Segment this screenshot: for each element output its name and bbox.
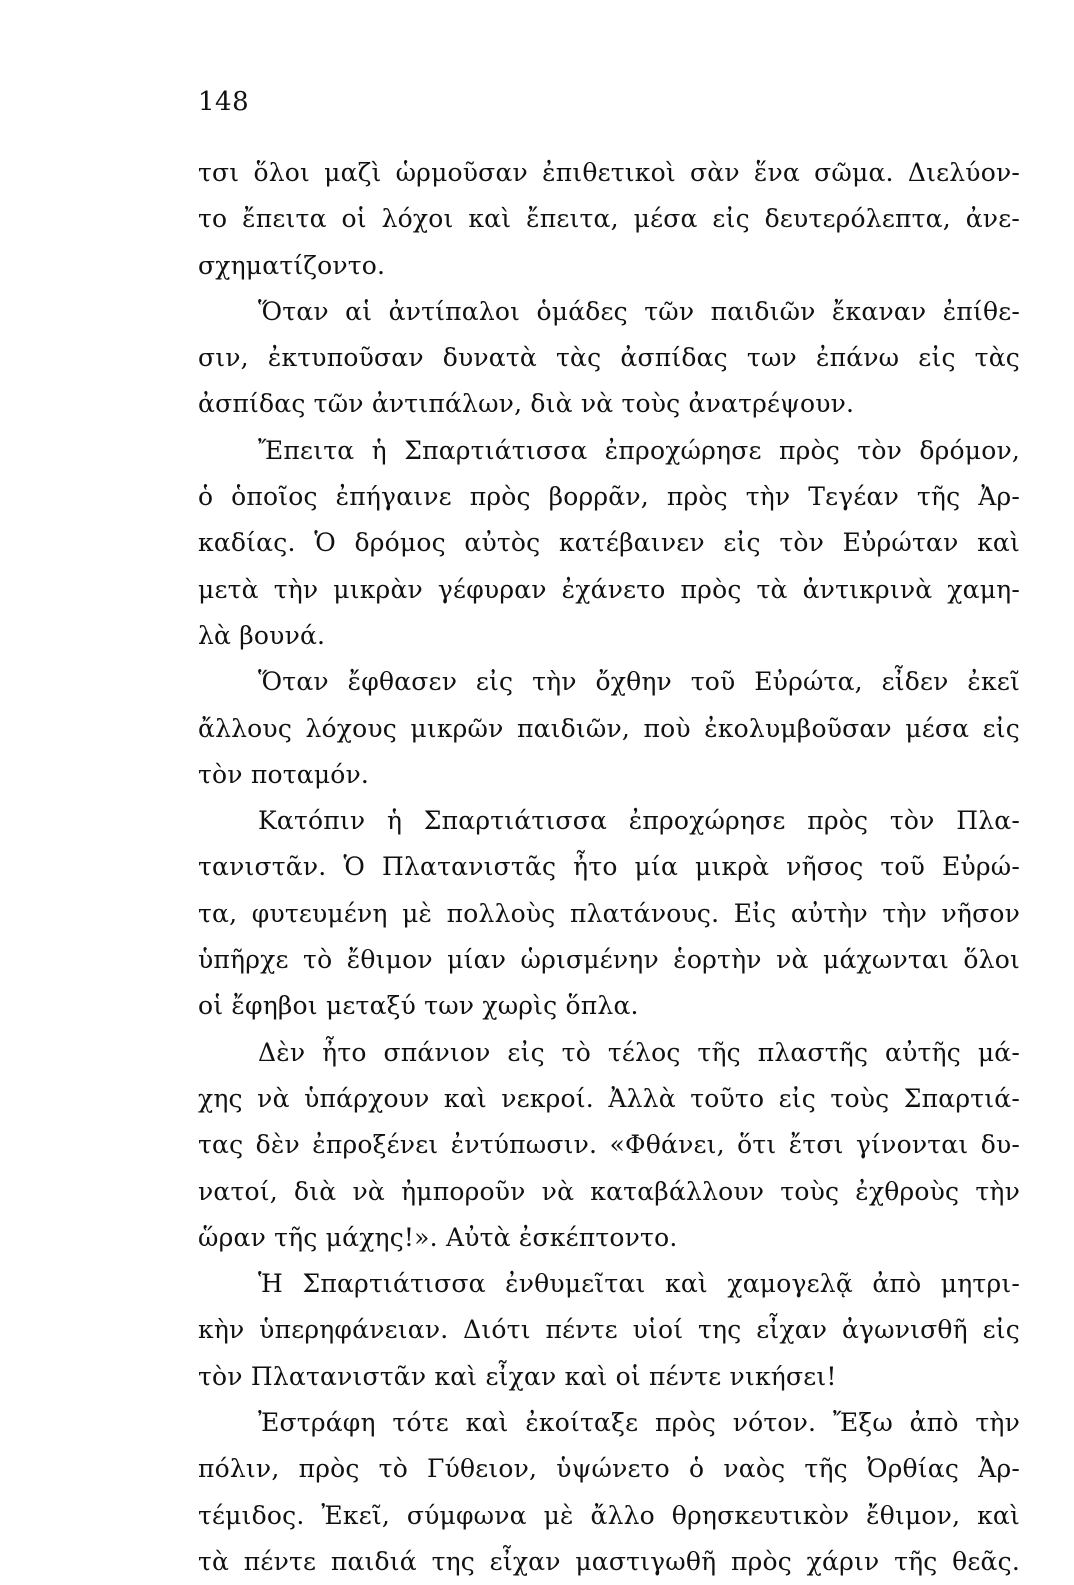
text-line: μετὰ τὴν μικρὰν γέφυραν ἐχάνετο πρὸς τὰ ἀντικρινὰ χαμη- [198,574,1020,604]
text-line: καδίας. Ὁ δρόμος αὐτὸς κατέβαινεν εἰς τὸν Εὐρώταν καὶ [198,528,1020,558]
text-line: σιν, ἐκτυποῦσαν δυνατὰ τὰς ἀσπίδας των ἐπάνω εἰς τὰς [198,343,1020,373]
text-line: χης νὰ ὑπάρχουν καὶ νεκροί. Ἀλλὰ τοῦτο εἰς τοὺς Σπαρτιά- [198,1083,1020,1113]
text-line: λὰ βουνά. [198,620,326,650]
text-line: νατοί, διὰ νὰ ἠμποροῦν νὰ καταβάλλουν τοὺς ἐχθροὺς τὴν [198,1176,1020,1206]
body-text [198,150,1020,1585]
text-line: Κατόπιν ἡ Σπαρτιάτισσα ἐπροχώρησε πρὸς τὸν Πλα- [258,806,1020,836]
text-line: τσι ὅλοι μαζὶ ὡρμοῦσαν ἐπιθετικοὶ σὰν ἕνα σῶμα. Διελύον- [198,158,1020,187]
text-line: τὸν ποταμόν. [198,759,370,789]
text-line: ἀσπίδας τῶν ἀντιπάλων, διὰ νὰ τοὺς ἀνατρέψουν. [198,389,855,419]
text-line: τὸν Πλατανιστᾶν καὶ εἶχαν καὶ οἱ πέντε νικήσει! [198,1361,837,1391]
text-line: Ἡ Σπαρτιάτισσα ἐνθυμεῖται καὶ χαμογελᾷ ἀπὸ μητρι- [258,1269,1020,1299]
text-line: τανιστᾶν. Ὁ Πλατανιστᾶς ἦτο μία μικρὰ νῆσος τοῦ Εὐρώ- [198,852,1020,882]
text-line: ἄλλους λόχους μικρῶν παιδιῶν, ποὺ ἐκολυμβοῦσαν μέσα εἰς [198,713,1020,743]
text-line: Ἐστράφη τότε καὶ ἐκοίταξε πρὸς νότον. Ἔξω ἀπὸ τὴν [258,1408,1020,1438]
text-line: ὥραν τῆς μάχης!». Αὐτὰ ἐσκέπτοντο. [198,1222,678,1252]
text-line: ὑπῆρχε τὸ ἔθιμον μίαν ὡρισμένην ἑορτὴν νὰ μάχωνται ὅλοι [198,945,1020,975]
page-number: 148 [198,87,250,117]
text-line: Δὲν ἦτο σπάνιον εἰς τὸ τέλος τῆς πλαστῆς αὐτῆς μά- [258,1037,1020,1067]
text-line: ὁ ὁποῖος ἐπήγαινε πρὸς βορρᾶν, πρὸς τὴν Τεγέαν τῆς Ἀρ- [198,482,1020,512]
text-line: πόλιν, πρὸς τὸ Γύθειον, ὑψώνετο ὁ ναὸς τῆς Ὀρθίας Ἀρ- [198,1454,1020,1484]
text-line: κὴν ὑπερηφάνειαν. Διότι πέντε υἱοί της εἶχαν ἀγωνισθῆ εἰς [198,1315,1020,1345]
text-line: τα, φυτευμένη μὲ πολλοὺς πλατάνους. Εἰς αὐτὴν τὴν νῆσον [198,898,1020,928]
text-line: Ἔπειτα ἡ Σπαρτιάτισσα ἐπροχώρησε πρὸς τὸν δρόμον, [258,435,1020,465]
text-line: τας δὲν ἐπροξένει ἐντύπωσιν. «Φθάνει, ὅτι ἔτσι γίνονται δυ- [198,1130,1020,1160]
text-line: οἱ ἔφηβοι μεταξύ των χωρὶς ὅπλα. [198,991,639,1021]
text-line: το ἔπειτα οἱ λόχοι καὶ ἔπειτα, μέσα εἰς δευτερόλεπτα, ἀνε- [198,204,1020,234]
text-line: τέμιδος. Ἐκεῖ, σύμφωνα μὲ ἄλλο θρησκευτικὸν ἔθιμον, καὶ [198,1500,1020,1530]
text-line: Ὅταν αἱ ἀντίπαλοι ὁμάδες τῶν παιδιῶν ἔκαναν ἐπίθε- [258,296,1020,326]
text-line: Ὅταν ἔφθασεν εἰς τὴν ὄχθην τοῦ Εὐρώτα, εἶδεν ἐκεῖ [258,667,1020,697]
text-line: σχηματίζοντο. [198,250,386,280]
text-line: τὰ πέντε παιδιά της εἶχαν μαστιγωθῆ πρὸς χάριν τῆς θεᾶς. [198,1546,1020,1576]
